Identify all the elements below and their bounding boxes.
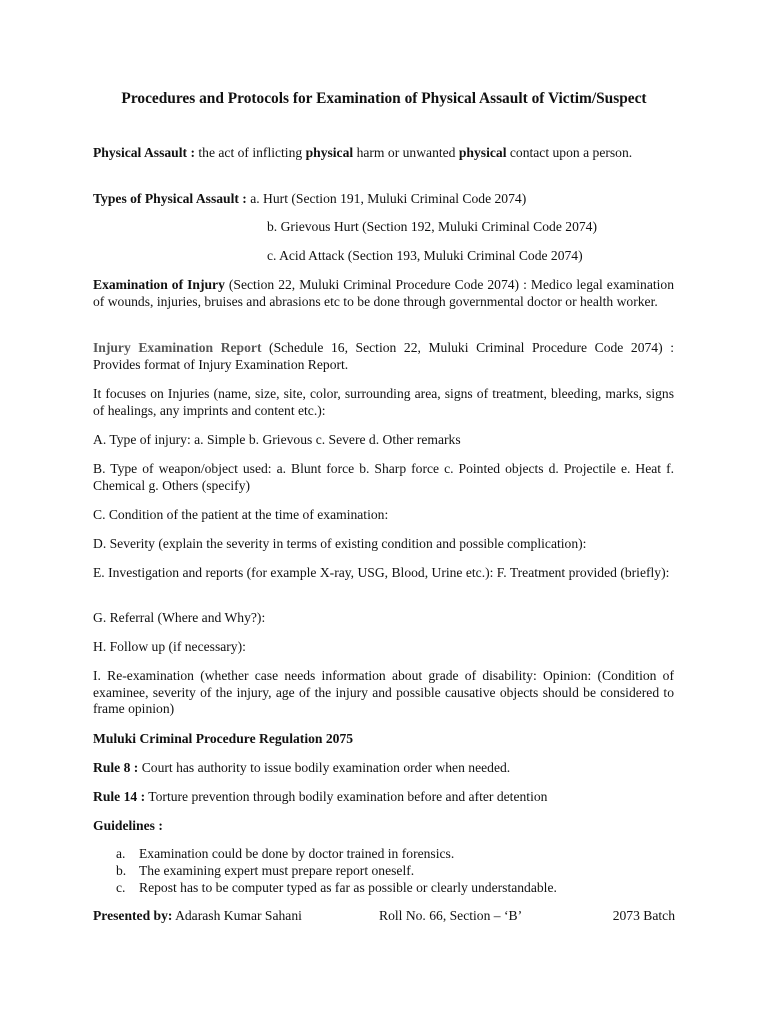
- guidelines-list: [93, 846, 674, 897]
- types-paragraph: [93, 191, 674, 208]
- definition-text-2: harm or unwanted: [353, 145, 459, 160]
- rule-14-label: Rule 14 :: [93, 789, 146, 804]
- types-label: Types of Physical Assault :: [93, 191, 247, 206]
- injury-report-paragraph: [93, 340, 674, 373]
- guideline-marker: a.: [116, 846, 126, 861]
- examination-injury-text: (Section 22, Muluki Criminal Procedure Code 2074) : Medico legal examination of wounds, injuries, bruises and abrasions etc to be done through governmental doctor or health worker.: [93, 277, 675, 309]
- checklist-item-d: D. Severity (explain the severity in terms of existing condition and possible complication):: [93, 536, 587, 551]
- guidelines-heading: Guidelines :: [93, 818, 163, 833]
- rule-14-text: Torture prevention through bodily examination before and after detention: [145, 789, 548, 804]
- guideline-text: Repost has to be computer typed as far as possible or clearly understandable.: [139, 880, 557, 895]
- types-item-a: a. Hurt (Section 191, Muluki Criminal Code 2074): [246, 191, 527, 206]
- checklist-item-g: G. Referral (Where and Why?):: [93, 610, 266, 625]
- injury-report-term: Injury Examination Report: [93, 340, 262, 355]
- examination-injury-paragraph: [93, 277, 674, 310]
- checklist-item-c: C. Condition of the patient at the time of examination:: [93, 507, 389, 522]
- guideline-text: The examining expert must prepare report oneself.: [139, 863, 415, 878]
- definition-paragraph: [93, 145, 674, 162]
- rule-8-text: Court has authority to issue bodily examination order when needed.: [138, 760, 511, 775]
- definition-text-1: the act of inflicting: [194, 145, 306, 160]
- guideline-item: [93, 880, 674, 897]
- definition-bold-2: physical: [458, 145, 507, 160]
- definition-bold-1: physical: [305, 145, 354, 160]
- types-item-b: b. Grievous Hurt (Section 192, Muluki Criminal Code 2074): [267, 219, 597, 234]
- guideline-marker: c.: [116, 880, 126, 895]
- regulation-heading: Muluki Criminal Procedure Regulation 2075: [93, 731, 354, 746]
- rule-8-label: Rule 8 :: [93, 760, 139, 775]
- guideline-marker: b.: [116, 863, 127, 878]
- definition-text-3: contact upon a person.: [506, 145, 633, 160]
- rule-14-paragraph: [93, 789, 674, 806]
- presenter-batch: 2073 Batch: [612, 908, 675, 923]
- types-item-c: c. Acid Attack (Section 193, Muluki Criminal Code 2074): [267, 248, 583, 263]
- checklist-item-e: E. Investigation and reports (for example X-ray, USG, Blood, Urine etc.): F. Treatment provided (briefly):: [93, 565, 670, 580]
- examination-injury-term: Examination of Injury: [93, 277, 225, 292]
- checklist-item-i: I. Re-examination (whether case needs information about grade of disability: Opinion: (Condition of examinee, severity of the injury, age of the injury and possible causative objects should be considered to frame opinion): [93, 668, 674, 717]
- presenter-credit: [93, 908, 302, 925]
- guideline-text: Examination could be done by doctor trained in forensics.: [139, 846, 455, 861]
- rule-8-paragraph: [93, 760, 674, 777]
- presenter-roll: Roll No. 66, Section – ‘B’: [379, 908, 523, 923]
- checklist-item-h: H. Follow up (if necessary):: [93, 639, 246, 654]
- definition-term: Physical Assault :: [93, 145, 195, 160]
- guideline-item: [93, 846, 674, 863]
- checklist-item-b: B. Type of weapon/object used: a. Blunt force b. Sharp force c. Pointed objects d. Projectile e. Heat f. Chemical g. Others (specify): [93, 461, 674, 493]
- presenter-footer: [93, 908, 675, 925]
- injury-report-text: (Schedule 16, Section 22, Muluki Criminal Procedure Code 2074) : Provides format of Injury Examination Report.: [93, 340, 674, 372]
- guideline-item: [93, 863, 674, 880]
- presenter-name: Adarash Kumar Sahani: [172, 908, 302, 923]
- focus-paragraph: It focuses on Injuries (name, size, site, color, surrounding area, signs of treatment, bleeding, marks, signs of healings, any imprints and content etc.):: [93, 386, 674, 418]
- presenter-label: Presented by:: [93, 908, 173, 923]
- checklist-item-a: A. Type of injury: a. Simple b. Grievous c. Severe d. Other remarks: [93, 432, 461, 447]
- document-title: Procedures and Protocols for Examination of Physical Assault of Victim/Suspect: [121, 90, 647, 107]
